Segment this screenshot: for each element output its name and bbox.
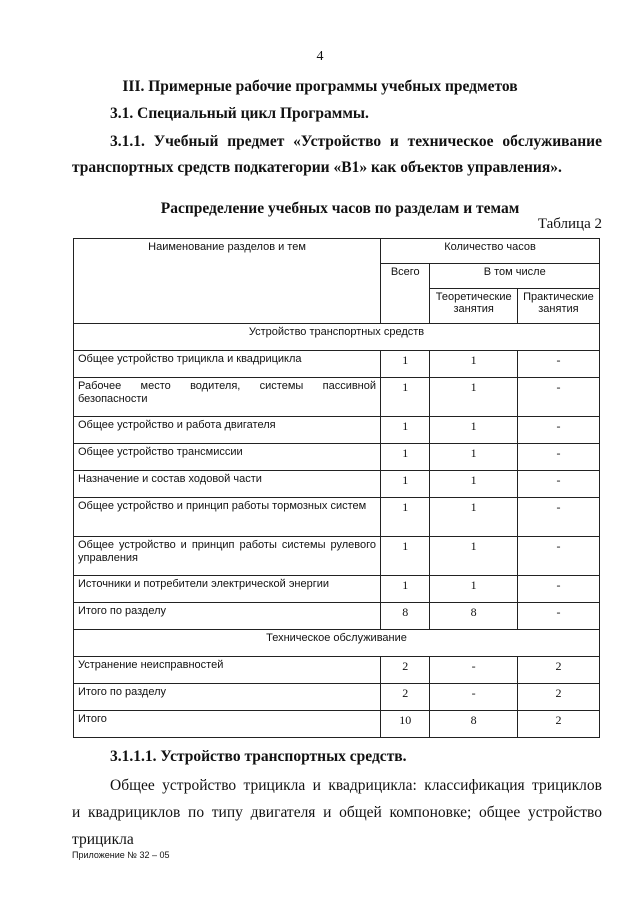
row-total: 1: [381, 444, 430, 471]
subheading-3111: 3.1.1.1. Устройство транспортных средств.: [110, 748, 407, 765]
row-practice: -: [517, 603, 599, 630]
row-practice: -: [517, 576, 599, 603]
table-row: [74, 576, 600, 603]
row-practice: 2: [517, 711, 599, 738]
row-theory: 1: [430, 537, 517, 576]
header-total: Всего: [381, 264, 430, 324]
row-total: 8: [381, 603, 430, 630]
table-label: Таблица 2: [537, 216, 602, 232]
row-theory: 8: [430, 711, 517, 738]
table-row: [74, 417, 600, 444]
row-name: Общее устройство и работа двигателя: [74, 417, 381, 444]
subject-heading-line1: 3.1.1. Учебный предмет «Устройство и техническое обслуживание: [110, 133, 602, 150]
subsection-heading: 3.1. Специальный цикл Программы.: [110, 105, 369, 122]
row-practice: 2: [517, 657, 599, 684]
row-practice: -: [517, 351, 599, 378]
row-theory: 1: [430, 498, 517, 537]
row-name: Общее устройство трицикла и квадрицикла: [74, 351, 381, 378]
row-name: Устранение неисправностей: [74, 657, 381, 684]
table-row: [74, 603, 600, 630]
row-name: Общее устройство и принцип работы тормозных систем: [74, 498, 381, 537]
row-practice: -: [517, 444, 599, 471]
body-line-2: и квадрициклов по типу двигателя и общей компоновке; общее устройство трицикла: [72, 804, 602, 848]
row-theory: 1: [430, 444, 517, 471]
row-total: 1: [381, 537, 430, 576]
row-theory: -: [430, 684, 517, 711]
row-total: 1: [381, 378, 430, 417]
row-total: 2: [381, 684, 430, 711]
table-row: [74, 498, 600, 537]
header-hours: Количество часов: [381, 239, 600, 264]
body-line-1: Общее устройство трицикла и квадрицикла: классификация трициклов: [110, 777, 602, 794]
table-row: [74, 471, 600, 498]
row-total: 1: [381, 351, 430, 378]
row-name: Общее устройство и принцип работы системы рулевого управления: [74, 537, 381, 576]
table-row: [74, 711, 600, 738]
row-theory: -: [430, 657, 517, 684]
row-name: Источники и потребители электрической энергии: [74, 576, 381, 603]
table-row: [74, 537, 600, 576]
row-name: Рабочее место водителя, системы пассивной безопасности: [74, 378, 381, 417]
subject-heading: [72, 129, 602, 181]
section-title-2: Техническое обслуживание: [74, 630, 600, 657]
row-practice: -: [517, 537, 599, 576]
row-theory: 1: [430, 417, 517, 444]
row-total: 1: [381, 576, 430, 603]
row-total: 10: [381, 711, 430, 738]
header-name: Наименование разделов и тем: [74, 239, 381, 324]
section-heading: III. Примерные рабочие программы учебных предметов: [122, 78, 518, 95]
row-total: 1: [381, 498, 430, 537]
header-practice: Практические занятия: [517, 289, 599, 324]
row-name: Общее устройство трансмиссии: [74, 444, 381, 471]
row-total: 2: [381, 657, 430, 684]
table-row: [74, 444, 600, 471]
distribution-heading: Распределение учебных часов по разделам и темам: [160, 200, 520, 217]
table-row: [74, 351, 600, 378]
subject-heading-line2: транспортных средств подкатегории «В1» как объектов управления».: [72, 159, 562, 176]
row-theory: 1: [430, 576, 517, 603]
row-total: 1: [381, 471, 430, 498]
body-paragraph: [72, 772, 602, 853]
header-theory: Теоретические занятия: [430, 289, 517, 324]
row-practice: -: [517, 378, 599, 417]
row-practice: -: [517, 498, 599, 537]
footer-note: Приложение № 32 – 05: [72, 850, 170, 860]
row-theory: 1: [430, 351, 517, 378]
row-name: Итого по разделу: [74, 684, 381, 711]
table-row: [74, 684, 600, 711]
page-number: 4: [316, 49, 324, 64]
table-row: [74, 378, 600, 417]
row-name: Назначение и состав ходовой части: [74, 471, 381, 498]
row-theory: 8: [430, 603, 517, 630]
header-including: В том числе: [430, 264, 600, 289]
row-theory: 1: [430, 378, 517, 417]
row-total: 1: [381, 417, 430, 444]
table-row: [74, 657, 600, 684]
hours-table: [73, 238, 600, 738]
row-practice: 2: [517, 684, 599, 711]
row-practice: -: [517, 471, 599, 498]
row-practice: -: [517, 417, 599, 444]
row-name: Итого по разделу: [74, 603, 381, 630]
row-name: Итого: [74, 711, 381, 738]
section-title-1: Устройство транспортных средств: [74, 324, 600, 351]
row-theory: 1: [430, 471, 517, 498]
